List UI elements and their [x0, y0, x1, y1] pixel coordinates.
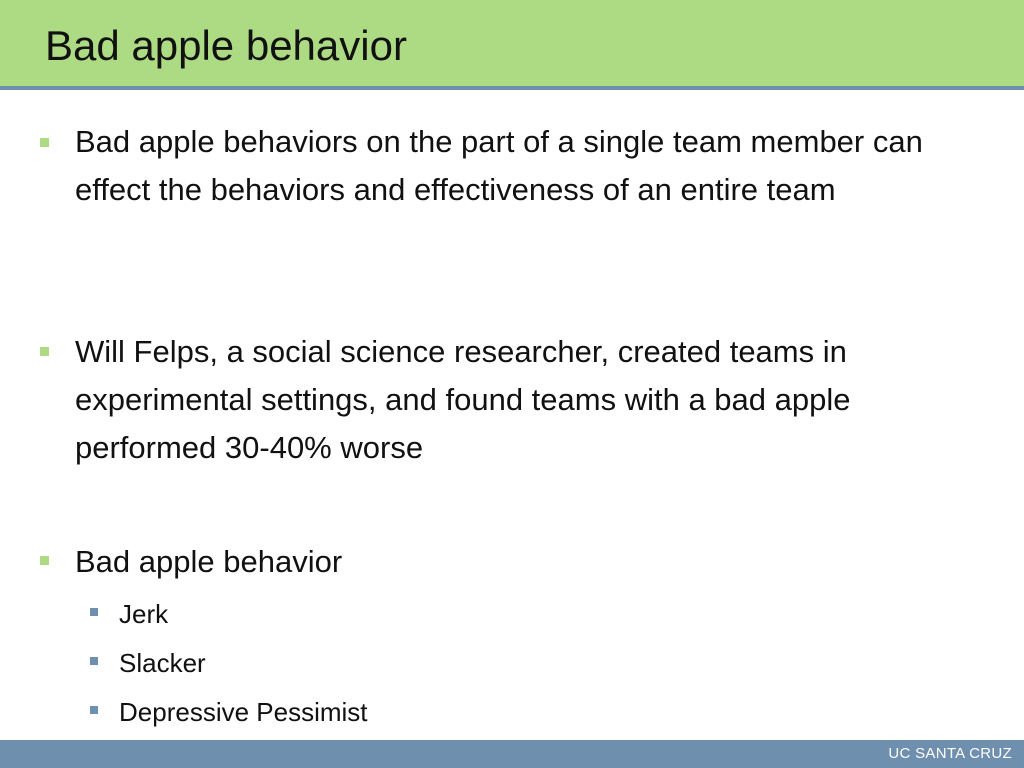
title-divider	[0, 86, 1024, 90]
sub-bullet-text: Jerk	[119, 599, 169, 629]
square-bullet-icon	[90, 608, 98, 616]
sub-bullet-text: Depressive Pessimist	[119, 697, 368, 727]
footer-institution: UC SANTA CRUZ	[888, 745, 1012, 762]
square-bullet-icon	[90, 657, 98, 665]
bullet-text: Will Felps, a social science researcher, created teams in experimental settings, and found teams with a bad apple performed 30-40% worse	[75, 334, 851, 465]
bullet-text: Bad apple behavior	[75, 544, 343, 579]
slide-title: Bad apple behavior	[45, 22, 407, 69]
square-bullet-icon	[40, 556, 49, 565]
square-bullet-icon	[40, 138, 49, 147]
bullet-text: Bad apple behaviors on the part of a single team member can effect the behaviors and effectiveness of an entire team	[75, 124, 923, 207]
square-bullet-icon	[40, 347, 49, 356]
sub-bullet-text: Slacker	[119, 648, 206, 678]
footer-bar	[0, 740, 1024, 768]
square-bullet-icon	[90, 706, 98, 714]
title-bar	[0, 0, 1024, 86]
